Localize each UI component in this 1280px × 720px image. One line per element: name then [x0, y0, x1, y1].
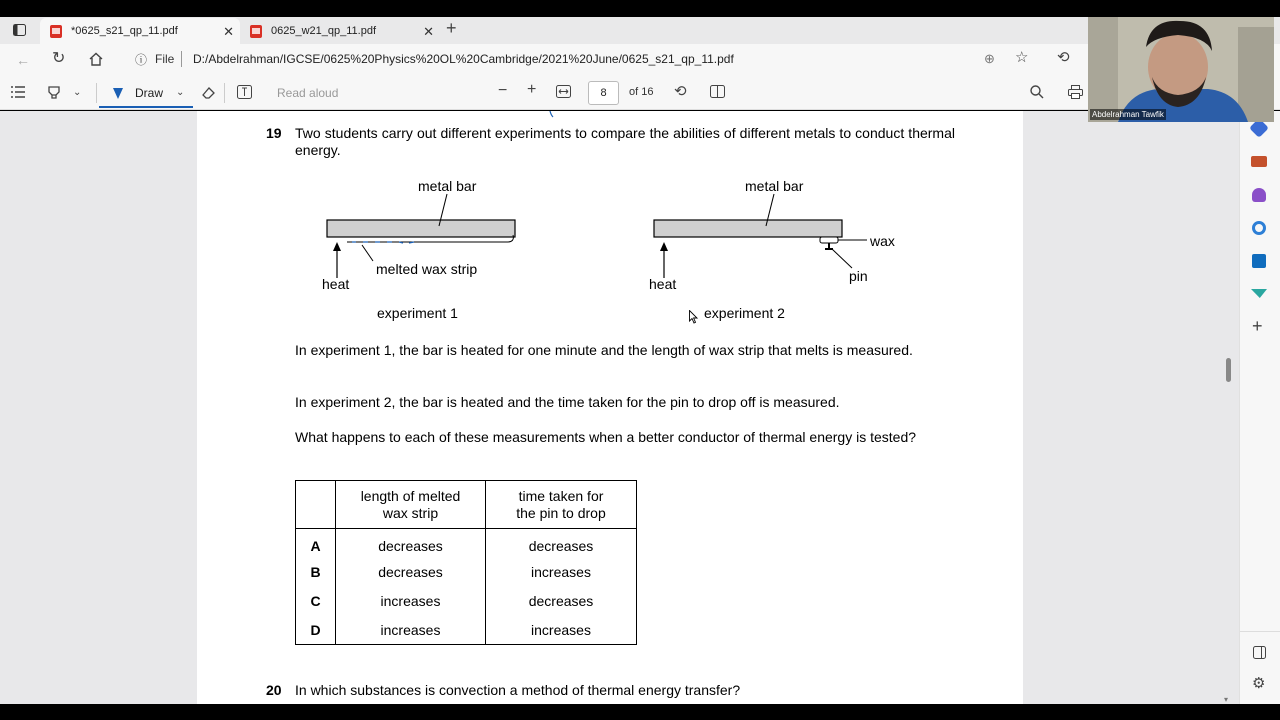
split-panel-icon[interactable]: [1253, 646, 1266, 661]
wax-blob: [820, 237, 838, 243]
table-cell: decreases: [486, 529, 637, 558]
header-text: the pin to drop: [516, 504, 606, 521]
read-aloud-button[interactable]: Read aloud: [277, 86, 339, 100]
heat-arrowhead-1: [333, 242, 341, 251]
table-cell: decreases: [486, 587, 637, 616]
table-row: [296, 529, 637, 558]
wax-strip-label: melted wax strip: [376, 261, 478, 277]
contents-list-icon[interactable]: [11, 86, 25, 100]
mouse-cursor-icon: [689, 310, 699, 324]
chevron-down-icon[interactable]: ⌄: [73, 87, 82, 98]
back-icon[interactable]: ←: [16, 52, 30, 68]
tab-w21[interactable]: [240, 18, 440, 44]
pdf-file-icon: [50, 25, 62, 38]
print-icon[interactable]: [1068, 85, 1083, 101]
scroll-down-icon[interactable]: ▾: [1224, 695, 1229, 704]
search-icon[interactable]: [1030, 85, 1044, 101]
table-header-cell: [296, 481, 336, 529]
paragraph-1: In experiment 1, the bar is heated for one minute and the length of wax strip that melts is measured.: [295, 342, 913, 358]
new-tab-icon[interactable]: +: [446, 18, 457, 38]
table-cell: decreases: [336, 558, 486, 587]
pdf-file-icon: [250, 25, 262, 38]
pin-label: pin: [849, 268, 868, 284]
rotate-icon[interactable]: ⟲: [674, 83, 687, 100]
page-total: of 16: [629, 86, 654, 98]
url-text[interactable]: D:/Abdelrahman/IGCSE/0625%20Physics%20OL%20Cambridge/2021%20June/0625_s21_qp_11.pdf: [193, 52, 734, 66]
divider: [224, 83, 225, 103]
webcam-overlay: [1088, 17, 1274, 122]
tab-title: *0625_s21_qp_11.pdf: [71, 25, 178, 37]
close-tab-icon[interactable]: ✕: [423, 24, 434, 39]
wax-leader-1: [362, 245, 373, 261]
divider: [181, 51, 182, 67]
webcam-feed: [1088, 17, 1274, 122]
paragraph-3: What happens to each of these measurements when a better conductor of thermal energy is tested?: [295, 429, 917, 445]
question-number: 19: [266, 125, 282, 141]
tab-s21[interactable]: [40, 18, 240, 44]
table-cell: increases: [336, 587, 486, 616]
option-letter: B: [296, 558, 336, 587]
table-row: [296, 558, 637, 587]
heat-label-2: heat: [649, 276, 677, 292]
pdf-page: [197, 111, 1023, 704]
paragraph-2: In experiment 2, the bar is heated and the time taken for the pin to drop off is measured.: [295, 394, 840, 410]
screen-bottom-border: [0, 704, 1280, 720]
fit-page-icon[interactable]: [556, 85, 571, 100]
experiment-2-caption: experiment 2: [704, 305, 785, 321]
browser-sidebar: [1239, 111, 1280, 704]
metal-bar-2: [654, 220, 842, 237]
question-stem: Two students carry out different experiments to compare the abilities of different metals to conduct thermal energy.: [295, 125, 955, 158]
divider: [1240, 631, 1280, 632]
send-icon[interactable]: [1251, 289, 1267, 298]
table-header-cell: [336, 481, 486, 529]
page-number-input[interactable]: 8: [588, 81, 619, 105]
zoom-out-icon[interactable]: −: [498, 82, 508, 99]
highlight-icon[interactable]: [47, 85, 61, 101]
table-cell: increases: [486, 616, 637, 645]
option-letter: A: [296, 529, 336, 558]
draw-button[interactable]: [99, 80, 193, 108]
settings-gear-icon[interactable]: ⚙: [1252, 675, 1266, 692]
info-icon[interactable]: ⓘ: [135, 53, 148, 67]
table-header-row: [296, 481, 637, 529]
table-row: [296, 587, 637, 616]
pdf-viewer[interactable]: [0, 111, 1239, 704]
table-cell: increases: [486, 558, 637, 587]
refresh-icon[interactable]: ↻: [52, 50, 66, 67]
header-text: wax strip: [382, 504, 439, 521]
scheme-label: File: [155, 52, 175, 66]
tab-title: 0625_w21_qp_11.pdf: [271, 25, 377, 37]
screen-top-border: [0, 0, 1280, 17]
office-icon[interactable]: [1252, 221, 1266, 235]
option-letter: C: [296, 587, 336, 616]
divider: [96, 83, 97, 103]
outlook-icon[interactable]: [1252, 254, 1266, 268]
answer-table: [295, 480, 637, 645]
table-header-cell: [486, 481, 637, 529]
zoom-in-icon[interactable]: +: [527, 81, 537, 98]
experiment-1-caption: experiment 1: [377, 305, 458, 321]
experiment-diagram: [197, 111, 1023, 341]
home-icon[interactable]: [89, 52, 103, 68]
extensions-icon[interactable]: ⟲: [1057, 49, 1070, 66]
text-box-icon[interactable]: [237, 85, 252, 101]
header-text: length of melted: [360, 487, 461, 504]
scrollbar-thumb[interactable]: [1226, 358, 1231, 382]
header-text: time taken for: [518, 487, 604, 504]
table-cell: increases: [336, 616, 486, 645]
heat-arrowhead-2: [660, 242, 668, 251]
close-tab-icon[interactable]: ✕: [223, 24, 234, 39]
table-cell: decreases: [336, 529, 486, 558]
metal-bar-label-1: metal bar: [418, 178, 477, 194]
draw-label: Draw: [135, 86, 164, 100]
table-row: [296, 616, 637, 645]
tools-icon[interactable]: [1251, 156, 1267, 167]
favorite-star-icon[interactable]: ☆: [1015, 49, 1029, 66]
participant-name: Abdelrahman Tawfik: [1092, 110, 1164, 119]
pen-icon: [111, 86, 125, 102]
eraser-icon[interactable]: [201, 85, 215, 101]
option-letter: D: [296, 616, 336, 645]
tab-actions-icon[interactable]: [13, 24, 26, 38]
metal-bar-label-2: metal bar: [745, 178, 804, 194]
games-icon[interactable]: [1252, 188, 1266, 202]
wax-label: wax: [870, 233, 895, 249]
page-view-icon[interactable]: [710, 85, 725, 100]
heat-label-1: heat: [322, 276, 350, 292]
question-stem: In which substances is convection a method of thermal energy transfer?: [295, 682, 741, 698]
metal-bar-1: [327, 220, 515, 237]
pin-leader: [832, 249, 852, 268]
zoom-icon[interactable]: ⊕: [984, 51, 995, 66]
chevron-down-icon: ⌄: [176, 87, 185, 98]
question-number: 20: [266, 682, 282, 698]
add-sidebar-item-icon[interactable]: +: [1252, 316, 1263, 336]
